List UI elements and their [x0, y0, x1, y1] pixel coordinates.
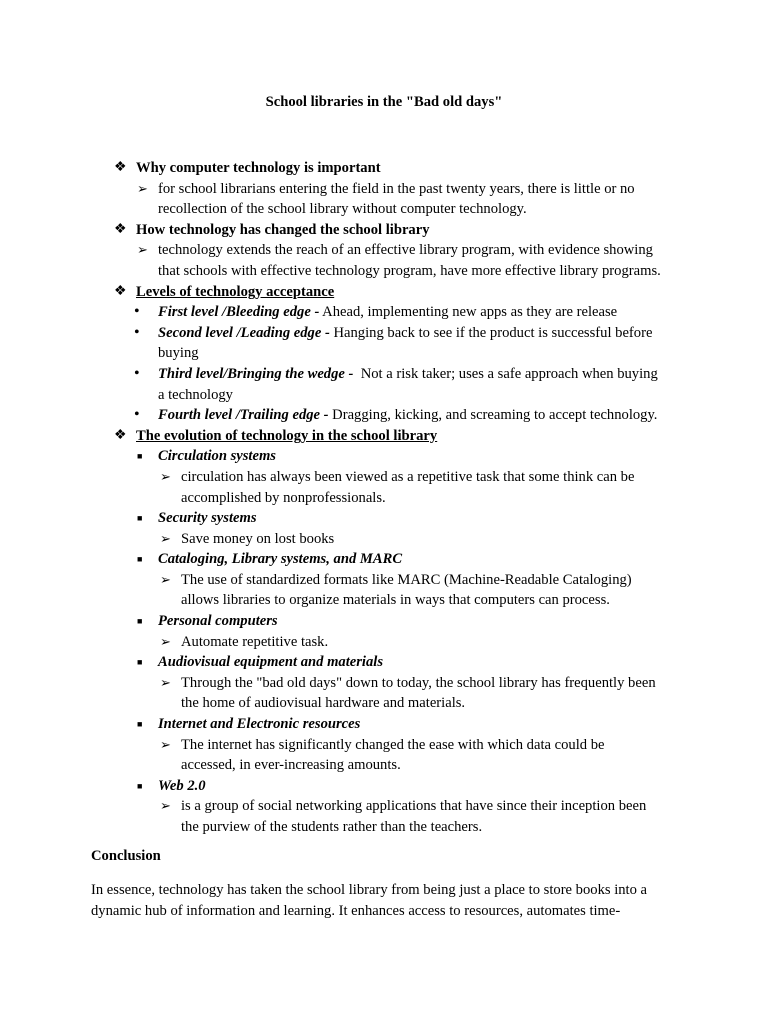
list-item: ➢ circulation has always been viewed as a repetitive task that some think can be accomplished by nonprofessionals. — [160, 468, 635, 506]
diamond-bullet-icon: ❖ — [114, 160, 127, 175]
section-how — [0, 220, 768, 241]
list-item: ■ Personal computers — [0, 611, 768, 632]
arrow-bullet-icon: ➢ — [160, 530, 171, 546]
list-item: ➢ The internet has significantly changed the ease with which data could be accessed, in ever-increasing amounts. — [160, 736, 605, 774]
section-levels — [0, 282, 768, 303]
square-bullet-icon: ■ — [137, 719, 143, 730]
dot-bullet-icon: • — [134, 323, 140, 341]
arrow-bullet-icon: ➢ — [137, 180, 148, 196]
diamond-bullet-icon: ❖ — [114, 283, 127, 299]
dot-bullet-icon: • — [134, 364, 140, 382]
square-bullet-icon: ■ — [137, 616, 143, 627]
arrow-bullet-icon: ➢ — [137, 242, 148, 258]
arrow-bullet-icon: ➢ — [160, 674, 171, 690]
conclusion-paragraph: In essence, technology has taken the school library from being just a place to store books into a dynamic hub of information and learning. It enhances access to resources, automates time- — [91, 882, 648, 919]
list-item: ➢ for school librarians entering the field in the past twenty years, there is little or no recollection of the school library without computer technology. — [137, 180, 635, 218]
list-item: ■ Internet and Electronic resources — [0, 714, 768, 735]
conclusion-heading: Conclusion — [91, 848, 161, 864]
list-item: • First level /Bleeding edge - Ahead, implementing new apps as they are release — [134, 303, 618, 321]
list-item: ➢ The use of standardized formats like MARC (Machine-Readable Cataloging) allows libraries to organize materials in ways that computers can process. — [160, 571, 632, 609]
page-title: School libraries in the "Bad old days" — [265, 94, 503, 110]
diamond-bullet-icon: ❖ — [114, 427, 127, 443]
outline — [0, 158, 768, 838]
list-item: ➢ is a group of social networking applications that have since their inception been the purview of the students rather than the teachers. — [160, 798, 647, 835]
list-item: ➢ Automate repetitive task. — [0, 632, 768, 653]
section-heading: Levels of technology acceptance — [136, 283, 335, 300]
list-item: ➢ Through the "bad old days" down to today, the school library has frequently been the home of audiovisual hardware and materials. — [160, 674, 656, 712]
list-item: ■ Cataloging, Library systems, and MARC — [0, 549, 768, 570]
arrow-bullet-icon: ➢ — [160, 798, 171, 814]
square-bullet-icon: ■ — [137, 451, 143, 462]
arrow-bullet-icon: ➢ — [160, 736, 171, 752]
section-heading: The evolution of technology in the school library — [136, 427, 438, 444]
dot-bullet-icon: • — [134, 406, 140, 424]
list-item: ➢ technology extends the reach of an effective library program, with evidence showing that schools with effective technology program, have more effective library programs. — [137, 242, 661, 279]
arrow-bullet-icon: ➢ — [160, 468, 171, 484]
arrow-bullet-icon: ➢ — [160, 633, 171, 649]
list-item: ■ Audiovisual equipment and materials — [0, 652, 768, 673]
square-bullet-icon: ■ — [137, 554, 143, 565]
section-evolution — [0, 426, 768, 447]
list-item: ■ Web 2.0 — [0, 776, 768, 797]
list-item: • Fourth level /Trailing edge - Dragging, kicking, and screaming to accept technology. — [134, 406, 658, 424]
list-item: • Third level/Bringing the wedge - Not a risk taker; uses a safe approach when buying a technology — [134, 364, 658, 403]
list-item: ■ Security systems — [0, 508, 768, 529]
square-bullet-icon: ■ — [137, 513, 143, 524]
dot-bullet-icon: • — [134, 303, 140, 321]
square-bullet-icon: ■ — [137, 780, 143, 791]
diamond-bullet-icon: ❖ — [114, 221, 127, 237]
square-bullet-icon: ■ — [137, 657, 143, 668]
list-item: • Second level /Leading edge - Hanging back to see if the product is successful before buying — [134, 323, 653, 362]
list-item: ■ Circulation systems — [0, 446, 768, 467]
section-heading: How technology has changed the school library — [136, 221, 430, 238]
section-why — [0, 158, 768, 179]
arrow-bullet-icon: ➢ — [160, 571, 171, 587]
list-item: ➢ Save money on lost books — [0, 529, 768, 550]
section-heading: Why computer technology is important — [136, 160, 381, 176]
